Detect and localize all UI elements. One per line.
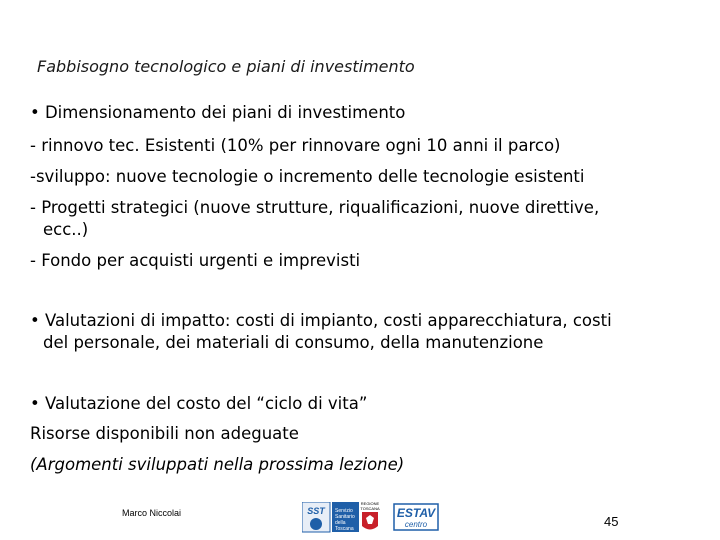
svg-text:Toscana: Toscana xyxy=(335,526,354,532)
item-sviluppo: -sviluppo: nuove tecnologie o incremento delle tecnologie esistenti xyxy=(30,167,585,186)
slide-title: Fabbisogno tecnologico e piani di investimento xyxy=(37,57,415,76)
bullet-dimensionamento: • Dimensionamento dei piani di investimento xyxy=(30,103,406,122)
svg-text:TOSCANA: TOSCANA xyxy=(360,506,380,511)
regione-toscana-logo xyxy=(359,500,381,534)
item-progetti-strategici: - Progetti strategici (nuove strutture, riqualificazioni, nuove direttive, xyxy=(30,198,600,217)
estav-centro-logo xyxy=(392,502,440,532)
svg-text:della: della xyxy=(335,520,346,526)
estav-logo-text: ESTAV xyxy=(396,506,436,520)
svg-text:Sanitario: Sanitario xyxy=(335,514,355,520)
sst-logo-text: SST xyxy=(307,506,325,516)
bullet-valutazioni-continuation: del personale, dei materiali di consumo, della manutenzione xyxy=(43,333,544,352)
item-progetti-continuation: ecc..) xyxy=(43,220,89,239)
page-number: 45 xyxy=(604,514,619,529)
svg-text:Servizio: Servizio xyxy=(335,508,353,514)
sst-logo xyxy=(302,502,359,534)
item-fondo: - Fondo per acquisti urgenti e imprevisti xyxy=(30,251,361,270)
item-argomenti: (Argomenti sviluppati nella prossima lezione) xyxy=(30,455,405,474)
estav-logo-sub: centro xyxy=(404,520,428,529)
item-rinnovo: - rinnovo tec. Esistenti (10% per rinnovare ogni 10 anni il parco) xyxy=(30,136,561,155)
svg-text:REGIONE: REGIONE xyxy=(360,501,380,506)
bullet-ciclo-di-vita: • Valutazione del costo del “ciclo di vita” xyxy=(30,394,368,413)
footer-author: Marco Niccolai xyxy=(122,508,182,518)
bullet-valutazioni-impatto: • Valutazioni di impatto: costi di impianto, costi apparecchiatura, costi xyxy=(30,311,612,330)
item-risorse: Risorse disponibili non adeguate xyxy=(30,424,299,443)
